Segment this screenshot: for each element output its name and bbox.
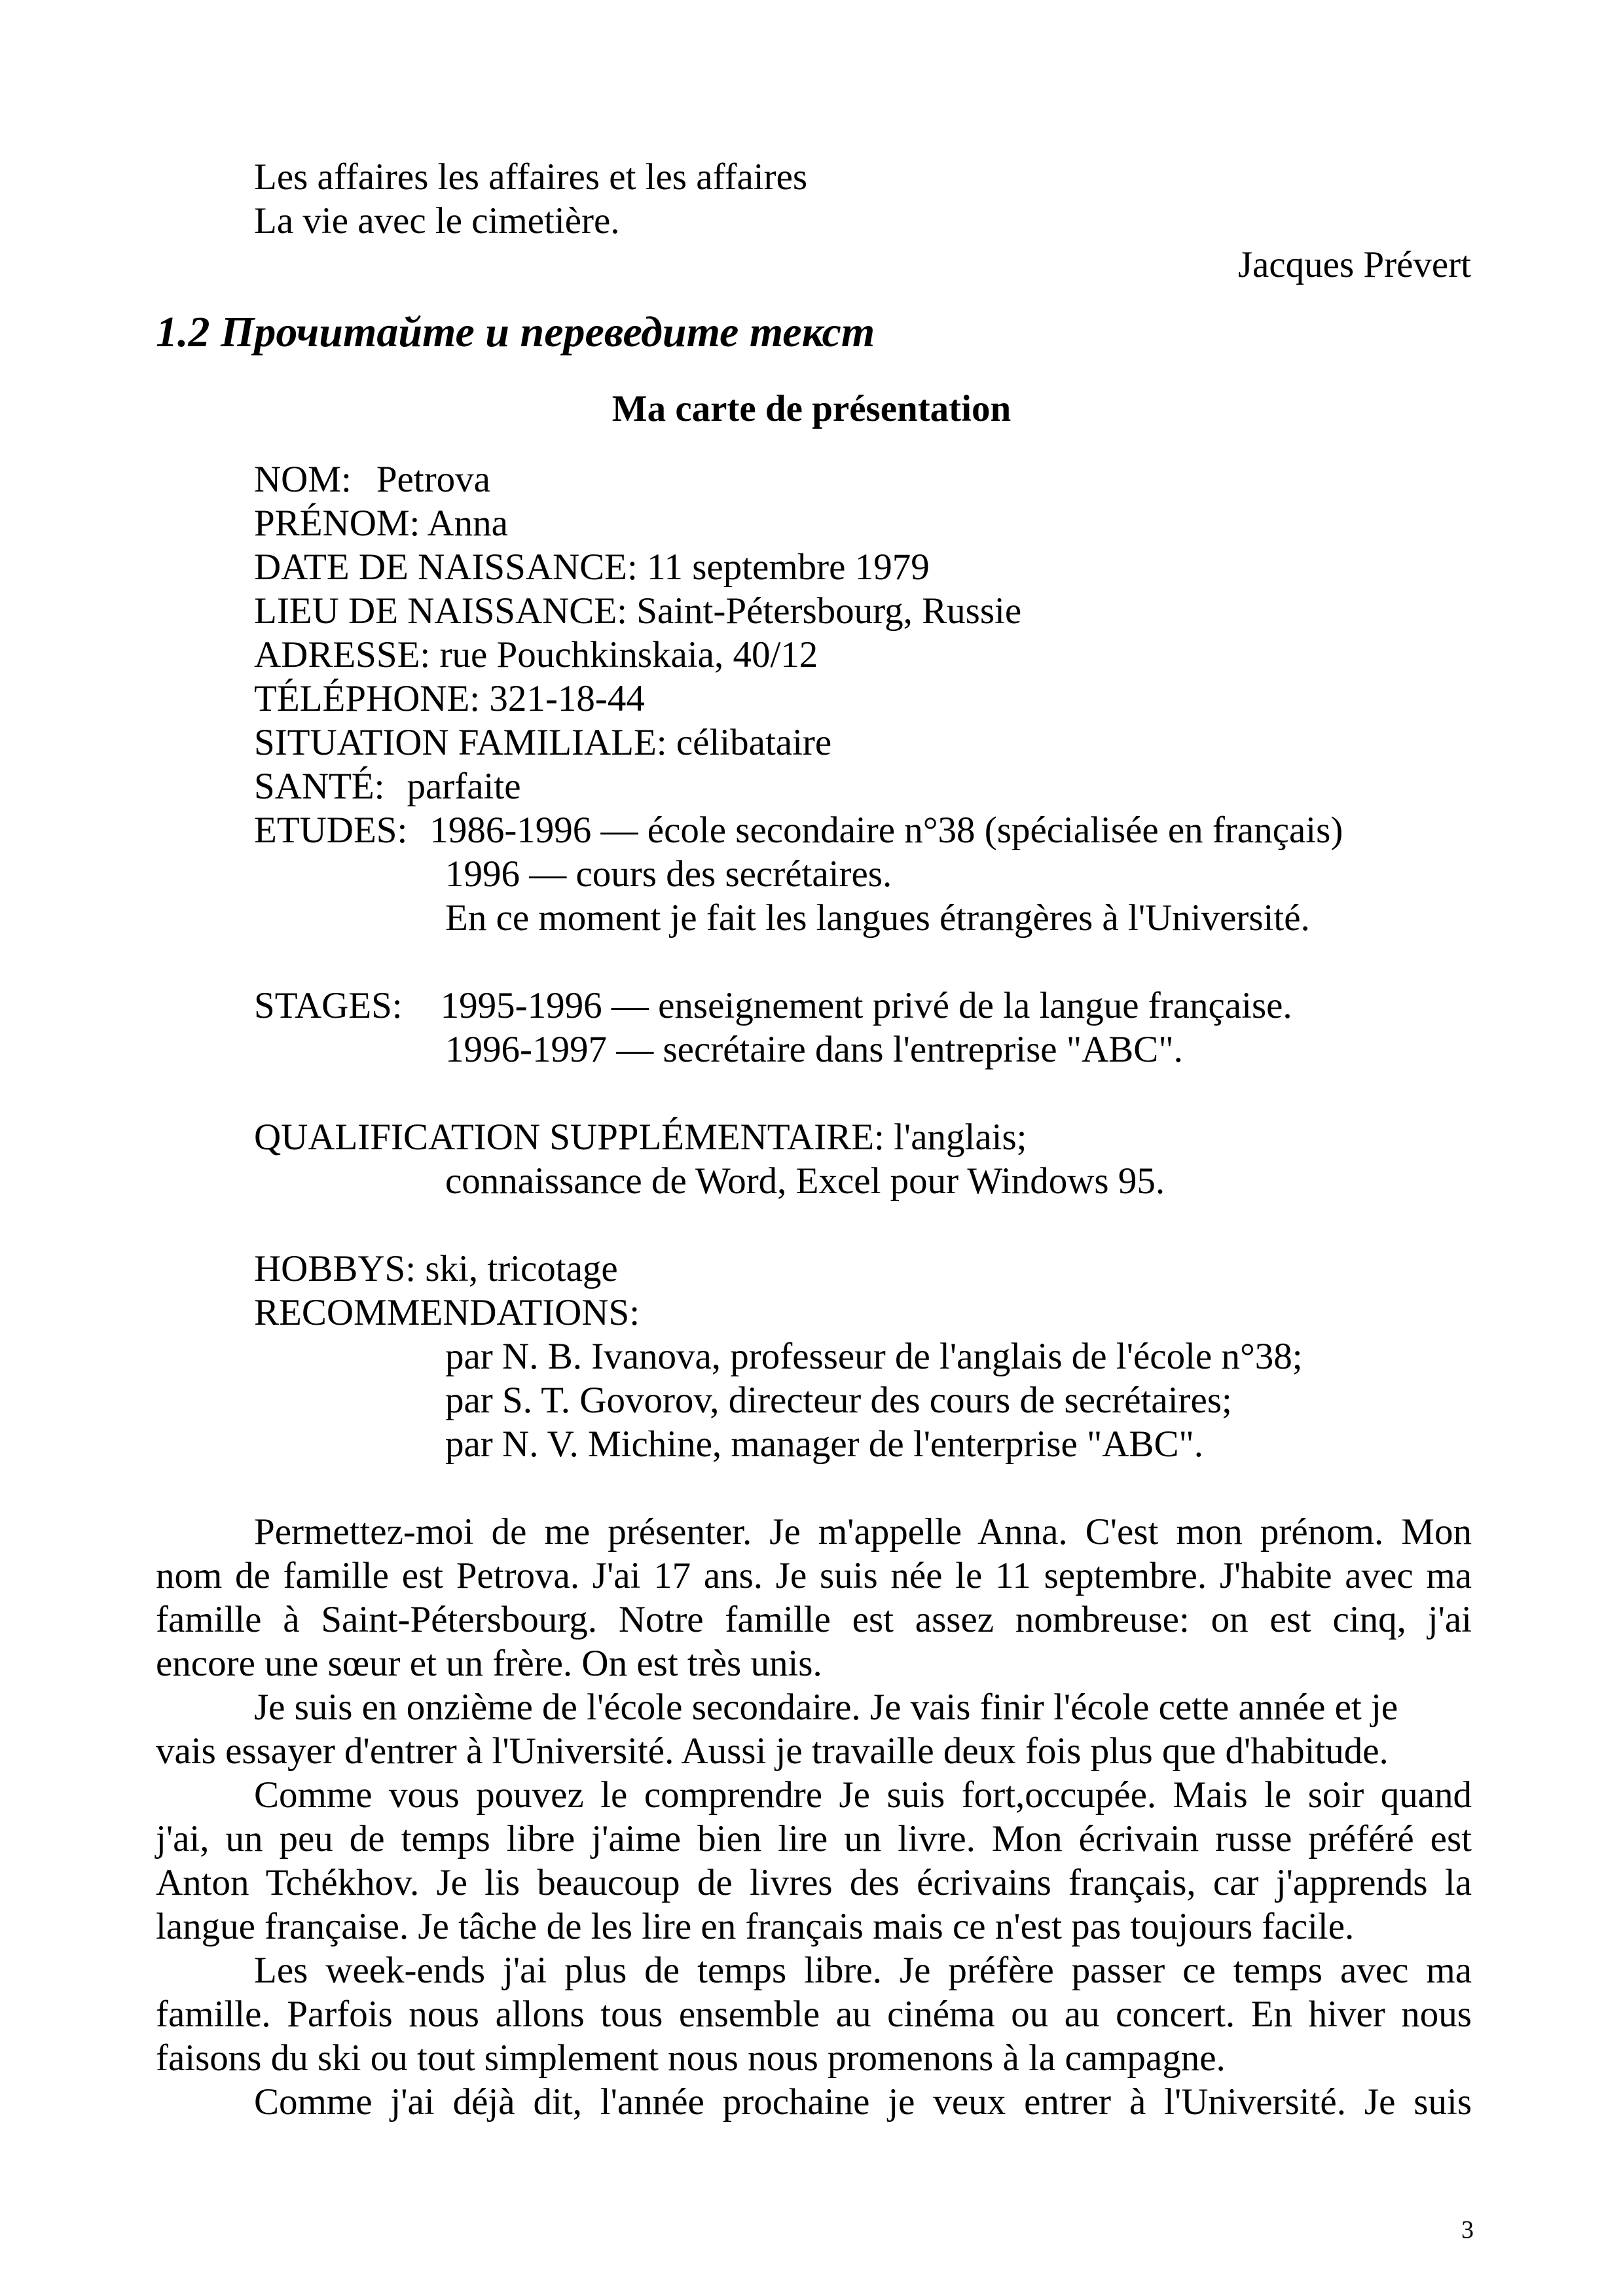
section-heading: 1.2 Прочитайте и переведите текст [156,308,875,356]
text-line: encore une sœur et un frère. On est très unis. [156,1643,822,1684]
poem-line-1: Les affaires les affaires et les affaires [254,156,808,198]
field-qualification-line-2: connaissance de Word, Excel pour Windows 95. [445,1160,1165,1202]
field-sante [254,765,521,808]
field-date-naissance: DATE DE NAISSANCE: 11 septembre 1979 [254,547,930,588]
field-prenom: PRÉNOM: Anna [254,503,508,544]
text-line: langue française. Je tâche de les lire en français mais ce n'est pas toujours facile. [156,1906,1355,1947]
field-sante-label: SANTÉ: [254,766,385,807]
field-qualification: QUALIFICATION SUPPLÉMENTAIRE: l'anglais; [254,1117,1027,1158]
field-etudes [254,809,1343,852]
poem-author: Jacques Prévert [1237,244,1471,285]
text-line: famille. Parfois nous allons tous ensemble au cinéma ou au concert. En hiver nous [156,1994,1472,2035]
field-stages-line-2: 1996-1997 — secrétaire dans l'entreprise "ABC". [445,1029,1183,1070]
text-line: Comme j'ai déjà dit, l'année prochaine je veux entrer à l'Université. Je suis [254,2081,1472,2123]
field-nom [254,458,490,501]
field-nom-label: NOM: [254,459,352,500]
field-etudes-line-3: En ce moment je fait les langues étrangères à l'Université. [445,897,1310,939]
poem-line-2: La vie avec le cimetière. [254,200,620,242]
text-line: Permettez-moi de me présenter. Je m'appelle Anna. C'est mon prénom. Mon [254,1511,1472,1552]
field-telephone: TÉLÉPHONE: 321-18-44 [254,678,645,719]
field-situation: SITUATION FAMILIALE: célibataire [254,722,832,763]
text-line: famille à Saint-Pétersbourg. Notre famille est assez nombreuse: on est cinq, j'ai [156,1599,1472,1640]
page-number: 3 [1461,2216,1474,2244]
text-line: vais essayer d'entrer à l'Université. Aussi je travaille deux fois plus que d'habitude. [156,1731,1389,1772]
text-line: Je suis en onzième de l'école secondaire. Je vais finir l'école cette année et je [254,1687,1398,1728]
text-line: Les week-ends j'ai plus de temps libre. Je préfère passer ce temps avec ma [254,1950,1472,1991]
field-hobbys: HOBBYS: ski, tricotage [254,1248,618,1289]
field-nom-value: Petrova [376,459,490,500]
field-etudes-line-1: 1986-1996 — école secondaire n°38 (spécialisée en français) [429,810,1343,851]
recommendation-item: par N. V. Michine, manager de l'enterprise "ABC". [445,1424,1204,1465]
text-line: Anton Tchékhov. Je lis beaucoup de livres des écrivains français, car j'apprends la [156,1862,1472,1903]
text-line: faisons du ski ou tout simplement nous nous promenons à la campagne. [156,2037,1226,2079]
field-sante-value: parfaite [407,766,521,807]
field-stages [254,984,1292,1028]
field-stages-label: STAGES: [254,985,403,1026]
field-etudes-label: ETUDES: [254,810,408,851]
field-lieu-naissance: LIEU DE NAISSANCE: Saint-Pétersbourg, Russie [254,590,1022,632]
text-line: nom de famille est Petrova. J'ai 17 ans. Je suis née le 11 septembre. J'habite avec ma [156,1555,1472,1596]
text-line: Comme vous pouvez le comprendre Je suis fort,occupée. Mais le soir quand [254,1774,1472,1816]
text-line: j'ai, un peu de temps libre j'aime bien lire un livre. Mon écrivain russe préféré est [156,1818,1472,1859]
field-adresse: ADRESSE: rue Pouchkinskaia, 40/12 [254,634,818,675]
field-etudes-line-2: 1996 — cours des secrétaires. [445,853,892,895]
card-title: Ma carte de présentation [611,388,1012,429]
recommendation-item: par N. B. Ivanova, professeur de l'anglais de l'école n°38; [445,1336,1303,1377]
recommendation-item: par S. T. Govorov, directeur des cours de secrétaires; [445,1380,1232,1421]
field-stages-line-1: 1995-1996 — enseignement privé de la langue française. [440,985,1292,1026]
field-recommendations-label: RECOMMENDATIONS: [254,1292,640,1333]
